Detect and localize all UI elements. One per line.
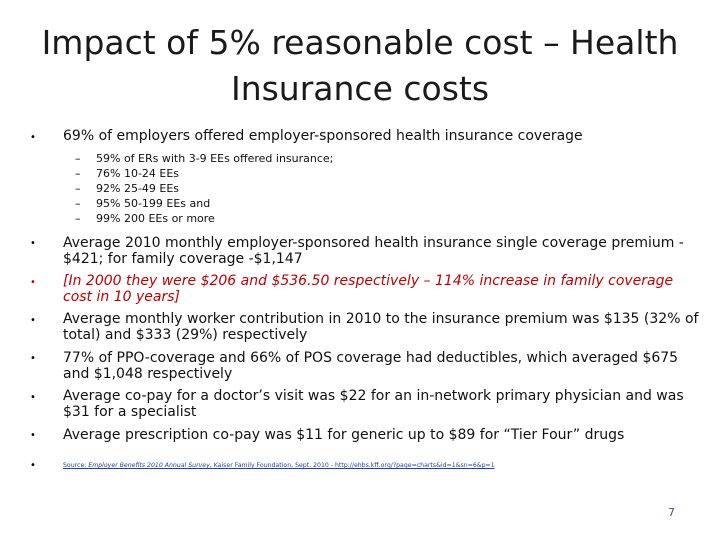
bullet-dot: • xyxy=(30,430,36,441)
dash-marker: – xyxy=(75,212,81,225)
source-title: Employer Benefits 2010 Annual Survey xyxy=(88,462,210,469)
dash-marker: – xyxy=(75,182,81,195)
bullet-deductibles: 77% of PPO-coverage and 66% of POS coverage had deductibles, which averaged $675 and $1,048 respectively xyxy=(63,350,679,382)
bullet-dot: • xyxy=(30,460,36,471)
slide-title xyxy=(40,20,680,112)
bullet-dot: • xyxy=(30,238,36,249)
bullet-premium-2000: [In 2000 they were $206 and $536.50 respectively – 114% increase in family coverage cost in 10 years] xyxy=(63,273,674,305)
title-line-2: Insurance costs xyxy=(230,69,490,108)
source-link[interactable] xyxy=(63,461,703,470)
bullet-premium-2010: Average 2010 monthly employer-sponsored health insurance single coverage premium - $421; for family coverage -$1,147 xyxy=(63,235,684,267)
title-line-1: Impact of 5% reasonable cost – Health xyxy=(41,23,679,62)
bullet-worker-contribution: Average monthly worker contribution in 2010 to the insurance premium was $135 (32% of total) and $333 (29%) respectively xyxy=(63,311,699,343)
page-number: 7 xyxy=(668,506,675,519)
dash-marker: – xyxy=(75,167,81,180)
sub-bullet-50-199: 95% 50-199 EEs and xyxy=(96,197,211,210)
bullet-dot: • xyxy=(30,277,36,288)
bullet-employers-offered: 69% of employers offered employer-sponsored health insurance coverage xyxy=(63,128,583,144)
sub-bullet-3-9: 59% of ERs with 3-9 EEs offered insurance; xyxy=(96,152,334,165)
bullet-dot: • xyxy=(30,353,36,364)
bullet-dot: • xyxy=(30,132,36,143)
dash-marker: – xyxy=(75,197,81,210)
bullet-dot: • xyxy=(30,392,36,403)
bullet-dot: • xyxy=(30,315,36,326)
dash-marker: – xyxy=(75,152,81,165)
source-rest: , Kaiser Family Foundation, Sept. 2010 - http://ehbs.kff.org/?page=charts&id=1&sn=6&p=1 xyxy=(209,462,495,469)
sub-bullet-25-49: 92% 25-49 EEs xyxy=(96,182,180,195)
source-prefix: Source: xyxy=(63,462,89,469)
sub-bullet-10-24: 76% 10-24 EEs xyxy=(96,167,180,180)
sub-bullet-200-plus: 99% 200 EEs or more xyxy=(96,212,215,225)
bullet-prescription-copay: Average prescription co-pay was $11 for generic up to $89 for “Tier Four” drugs xyxy=(63,427,625,443)
bullet-doctor-copay: Average co-pay for a doctor’s visit was $22 for an in-network primary physician and was $31 for a specialist xyxy=(63,388,684,420)
